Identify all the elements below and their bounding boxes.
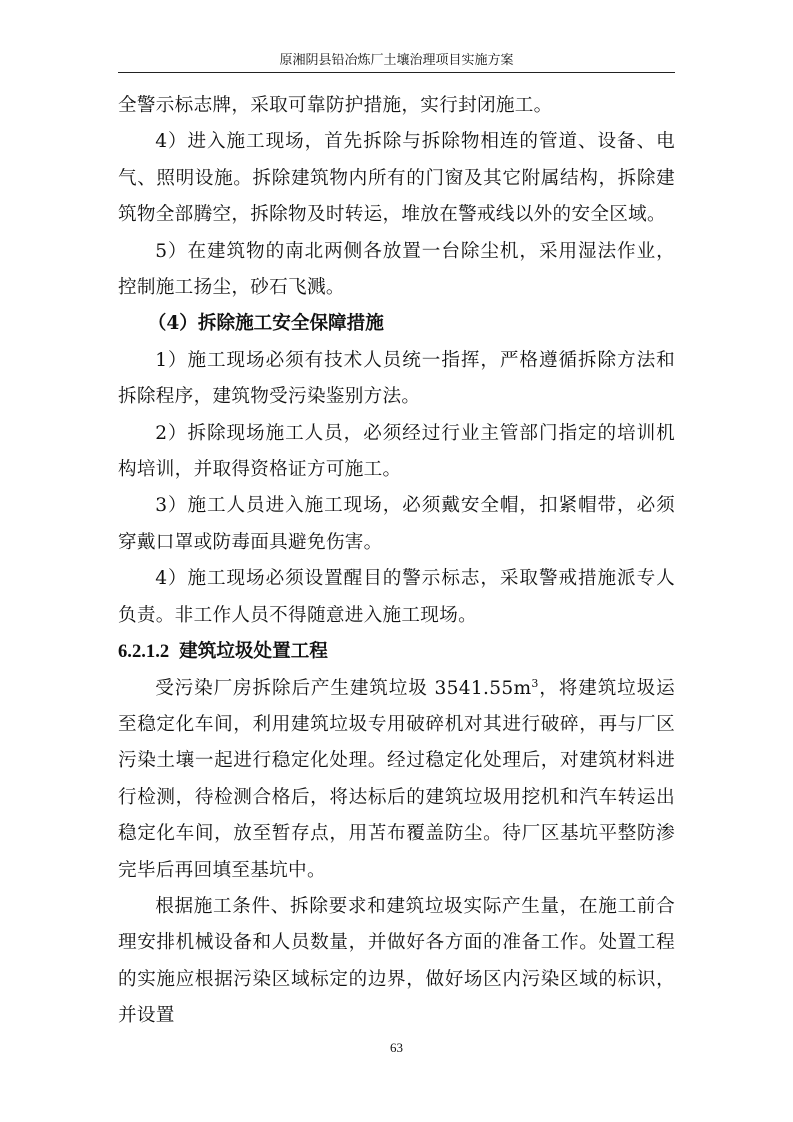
paragraph-waste-disposal-part2: ，将建筑垃圾运至稳定化车间，利用建筑垃圾专用破碎机对其进行破碎，再与厂区污染土壤一起进行稳定化处理。经过稳定化处理后，对建筑材料进行检测，待检测合格后，将达标后的建筑垃圾用挖机和汽车转运出稳定化车间，放至暂存点，用苫布覆盖防尘。待厂区基坑平整防渗完毕后再回填至基坑中。 <box>118 677 675 881</box>
paragraph-construction-plan: 根据施工条件、拆除要求和建筑垃圾实际产生量，在施工前合理安排机械设备和人员数量，并做好各方面的准备工作。处置工程的实施应根据污染区域标定的边界，做好场区内污染区域的标识，并设置 <box>118 895 675 1027</box>
paragraph-item-4: 4）进入施工现场，首先拆除与拆除物相连的管道、设备、电气、照明设施。拆除建筑物内所有的门窗及其它附属结构，拆除建筑物全部腾空，拆除物及时转运，堆放在警戒线以外的安全区域。 <box>118 131 675 226</box>
paragraph-continuation: 全警示标志牌，采取可靠防护措施，实行封闭施工。 <box>118 95 553 116</box>
safety-item-4: 4）施工现场必须设置醒目的警示标志，采取警戒措施派专人负责。非工作人员不得随意进入施工现场。 <box>118 568 675 626</box>
superscript-cubic: 3 <box>531 676 539 690</box>
page-header-title: 原湘阴县铅冶炼厂土壤治理项目实施方案 <box>279 53 514 68</box>
safety-item-2: 2）拆除现场施工人员，必须经过行业主管部门指定的培训机构培训，并取得资格证方可施工。 <box>118 422 675 481</box>
safety-item-3: 3）施工人员进入施工现场，必须戴安全帽，扣紧帽带，必须穿戴口罩或防毒面具避免伤害。 <box>118 495 675 553</box>
section-heading <box>118 634 675 670</box>
page-number: 63 <box>390 1040 403 1055</box>
document-body <box>118 88 675 1035</box>
header-divider <box>118 72 675 73</box>
paragraph-waste-disposal <box>118 671 675 889</box>
subsection-heading: （4）拆除施工安全保障措施 <box>147 313 384 335</box>
section-number: 6.2.1.2 <box>118 641 170 663</box>
paragraph-waste-disposal-part1: 受污染厂房拆除后产生建筑垃圾 3541.55m <box>155 677 532 699</box>
section-title: 建筑垃圾处置工程 <box>179 641 328 663</box>
paragraph-item-5: 5）在建筑物的南北两侧各放置一台除尘机，采用湿法作业，控制施工扬尘，砂石飞溅。 <box>118 240 675 299</box>
safety-item-1: 1）施工现场必须有技术人员统一指挥，严格遵循拆除方法和拆除程序，建筑物受污染鉴别方法。 <box>118 349 675 408</box>
